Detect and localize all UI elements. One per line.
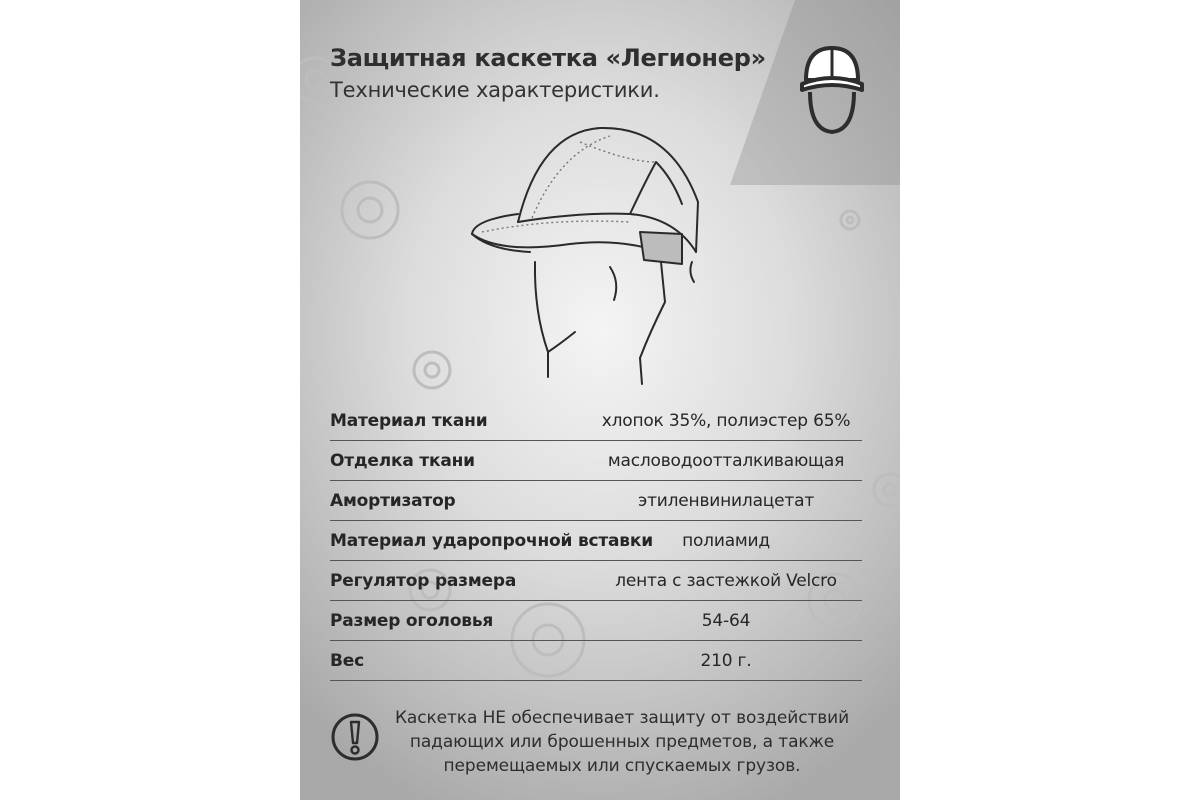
cap-on-head-illustration [460,122,710,390]
head-with-cap-icon [796,40,868,136]
spec-value: масловодоотталкивающая [607,451,845,471]
table-row [330,601,862,641]
table-row [330,641,862,681]
table-row [330,521,862,561]
spec-table [330,401,862,681]
gear-icon [414,352,450,388]
gear-icon [342,182,398,238]
spec-name: Вес [330,651,364,671]
spec-name: Регулятор размера [330,571,517,591]
exclamation-circle-icon [330,712,380,762]
gear-icon [841,211,859,229]
table-row [330,481,862,521]
warning-line: перемещаемых или спускаемых грузов. [443,756,801,776]
page-subtitle: Технические характеристики. [330,78,660,102]
spec-name: Материал ударопрочной вставки [330,531,653,551]
table-row [330,401,862,441]
product-spec-card [300,0,900,800]
warning-line: падающих или брошенных предметов, а также [409,732,835,752]
warning-line: Каскетка НЕ обеспечивает защиту от воздействий [394,708,850,728]
spec-value: лента с застежкой Velcro [615,571,837,591]
page-title: Защитная каскетка «Легионер» [330,44,766,72]
spec-name: Амортизатор [330,491,456,511]
spec-value: полиамид [682,531,770,551]
spec-name: Материал ткани [330,411,488,431]
spec-value: 210 г. [700,651,752,671]
spec-value: этиленвинилацетат [637,491,815,511]
table-row [330,441,862,481]
gear-icon [874,474,900,506]
spec-name: Отделка ткани [330,451,475,471]
table-row [330,561,862,601]
spec-name: Размер оголовья [330,611,494,631]
warning-note [392,706,852,778]
spec-value: хлопок 35%, полиэстер 65% [601,411,851,431]
spec-value: 54-64 [701,611,751,631]
